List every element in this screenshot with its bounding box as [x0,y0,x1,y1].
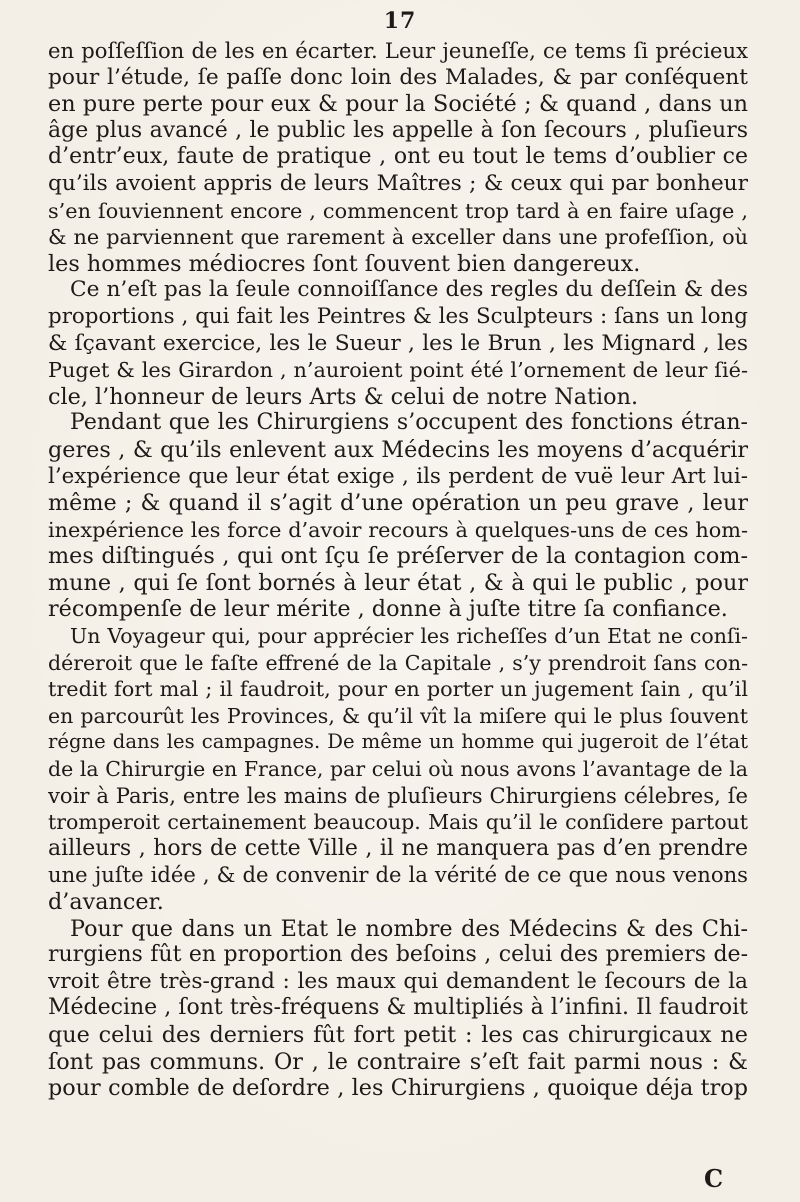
catchword: C [704,1164,724,1193]
text-line: même ; & quand il s’agit d’une opération un peu grave , leur [48,490,748,517]
text-line: Médecine , ſont très-fréquens & multipliés à l’infini. Il faudroit [48,995,748,1021]
text-line: & ſçavant exercice, les le Sueur , les le Brun , les Mignard , les [48,330,748,356]
text-line: tredit fort mal ; il faudroit, pour en porter un jugement ſain , qu’il [48,677,748,702]
text-line: en pure perte pour eux & pour la Société ; & quand , dans un [48,91,748,118]
text-line: âge plus avancé , le public les appelle à ſon ſecours , pluſieurs [48,117,748,143]
text-line: d’entr’eux, faute de pratique , ont eu tout le tems d’oublier ce [48,144,748,170]
text-line: & ne parviennent que rarement à exceller dans une profeſſion, où [48,225,748,250]
text-line: l’expérience que leur état exige , ils perdent de vuë leur Art lui- [48,463,748,489]
text-line: une juſte idée , & de convenir de la vérité de ce que nous venons [48,862,748,888]
text-line: Un Voyageur qui, pour apprécier les richeſſes d’un Etat ne conſi- [70,624,748,649]
text-line: s’en ſouviennent encore , commencent trop tard à en faire uſage , [48,198,748,223]
text-line: Pour que dans un Etat le nombre des Médecins & des Chi- [70,915,748,942]
text-line: déreroit que le faſte effrené de la Capitale , s’y prendroit ſans con- [48,650,748,675]
text-line: vroit être très-grand : les maux qui demandent le ſecours de la [48,968,748,994]
text-line: d’avancer. [48,889,164,915]
text-line: de la Chirurgie en France, par celui où nous avons l’avantage de la [48,757,748,782]
text-line: rurgiens fût en proportion des beſoins , celui des premiers de- [48,942,748,968]
text-line: récompenſe de leur mérite , donne à juſte titre ſa confiance. [48,596,728,623]
text-line: les hommes médiocres ſont ſouvent bien dangereux. [48,250,641,277]
text-line: geres , & qu’ils enlevent aux Médecins les moyens d’acquérir [48,436,748,463]
text-line: cle, l’honneur de leurs Arts & celui de notre Nation. [48,383,639,410]
text-line: régne dans les campagnes. De même un homme qui jugeroit de l’état [48,730,748,754]
text-line: ailleurs , hors de cette Ville , il ne manquera pas d’en prendre [48,835,748,861]
text-line: Ce n’eſt pas la ſeule connoiſſance des regles du deſſein & des [70,277,748,303]
text-line: Puget & les Girardon , n’auroient point été l’ornement de leur ſié- [48,358,748,383]
text-line: ſont pas communs. Or , le contraire s’eſt fait parmi nous : & [48,1048,748,1075]
text-line: proportions , qui fait les Peintres & les Sculpteurs : ſans un long [48,303,748,329]
text-line: en parcourût les Provinces, & qu’il vît la miſere qui le plus ſouvent [48,703,748,728]
text-line: que celui des derniers fût fort petit : les cas chirurgicaux ne [48,1021,748,1048]
text-line: pour comble de deſordre , les Chirurgiens , quoique déja trop [48,1075,748,1102]
text-line: tromperoit certainement beaucoup. Mais qu’il le conſidere partout [48,810,748,835]
text-line: Pendant que les Chirurgiens s’occupent des fonctions étran- [70,410,748,436]
body-text [48,38,748,1102]
text-line: mes diſtingués , qui ont ſçu ſe préſerver de la contagion com- [48,543,748,570]
page-number: 17 [383,8,417,34]
text-line: en poſſeſſion de les en écarter. Leur jeuneſſe, ce tems ſi précieux [48,38,748,63]
text-line: pour l’étude, ſe paſſe donc loin des Malades, & par conſéquent [48,64,748,90]
text-line: mune , qui ſe ſont bornés à leur état , & à qui le public , pour [48,569,748,596]
text-line: qu’ils avoient appris de leurs Maîtres ; & ceux qui par bonheur [48,170,748,196]
text-line: inexpérience les force d’avoir recours à quelques-uns de ces hom- [48,517,748,542]
text-line: voir à Paris, entre les mains de pluſieurs Chirurgiens célebres, ſe [48,782,748,808]
